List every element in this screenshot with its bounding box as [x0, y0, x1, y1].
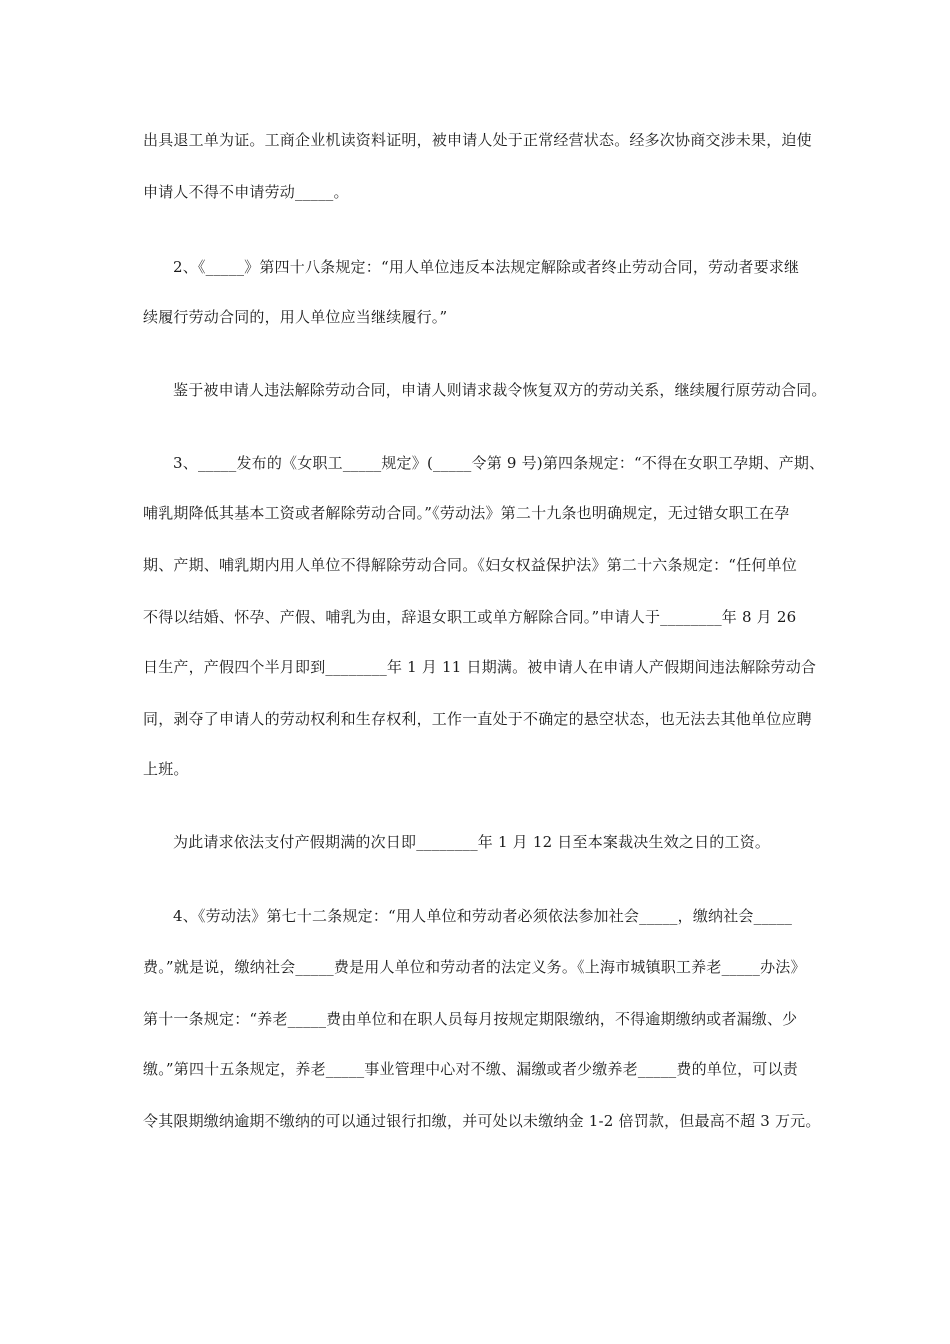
- text-line: 哺乳期降低其基本工资或者解除劳动合同。”《劳动法》第二十九条也明确规定，无过错女职工在孕: [143, 504, 790, 522]
- text-line: 2、《_____》第四十八条规定：“用人单位违反本法规定解除或者终止劳动合同，劳动者要求继: [173, 258, 800, 276]
- text-line: 缴。”第四十五条规定，养老_____事业管理中心对不缴、漏缴或者少缴养老_____费的单位，可以责: [143, 1060, 798, 1078]
- text-line: 令其限期缴纳逾期不缴纳的可以通过银行扣缴，并可处以未缴纳金 1-2 倍罚款，但最高不超 3 万元。: [143, 1112, 821, 1130]
- text-line: 日生产，产假四个半月即到________年 1 月 11 日期满。被申请人在申请人产假期间违法解除劳动合: [143, 658, 817, 676]
- text-line: 出具退工单为证。工商企业机读资料证明，被申请人处于正常经营状态。经多次协商交涉未果，迫使: [143, 131, 812, 149]
- text-line: 第十一条规定：“养老_____费由单位和在职人员每月按规定期限缴纳，不得逾期缴纳或者漏缴、少: [143, 1010, 798, 1028]
- text-line: 3、_____发布的《女职工_____规定》(_____令第 9 号)第四条规定：“不得在女职工孕期、产期、: [173, 454, 825, 472]
- text-line: 为此请求依法支付产假期满的次日即________年 1 月 12 日至本案裁决生效之日的工资。: [173, 833, 771, 851]
- text-line: 鉴于被申请人违法解除劳动合同，申请人则请求裁令恢复双方的劳动关系，继续履行原劳动合同。: [173, 381, 827, 399]
- text-line: 费。”就是说，缴纳社会_____费是用人单位和劳动者的法定义务。《上海市城镇职工养老_____办法》: [143, 958, 806, 976]
- text-line: 续履行劳动合同的，用人单位应当继续履行。”: [143, 308, 448, 326]
- text-line: 申请人不得不申请劳动_____。: [143, 183, 349, 201]
- text-line: 同，剥夺了申请人的劳动权利和生存权利，工作一直处于不确定的悬空状态，也无法去其他单位应聘: [143, 710, 812, 728]
- text-line: 上班。: [143, 760, 189, 778]
- text-line: 不得以结婚、怀孕、产假、哺乳为由，辞退女职工或单方解除合同。”申请人于________年 8 月 26: [143, 608, 797, 626]
- text-line: 期、产期、哺乳期内用人单位不得解除劳动合同。《妇女权益保护法》第二十六条规定：“任何单位: [143, 556, 797, 574]
- text-line: 4、《劳动法》第七十二条规定：“用人单位和劳动者必须依法参加社会_____，缴纳社会_____: [173, 907, 793, 925]
